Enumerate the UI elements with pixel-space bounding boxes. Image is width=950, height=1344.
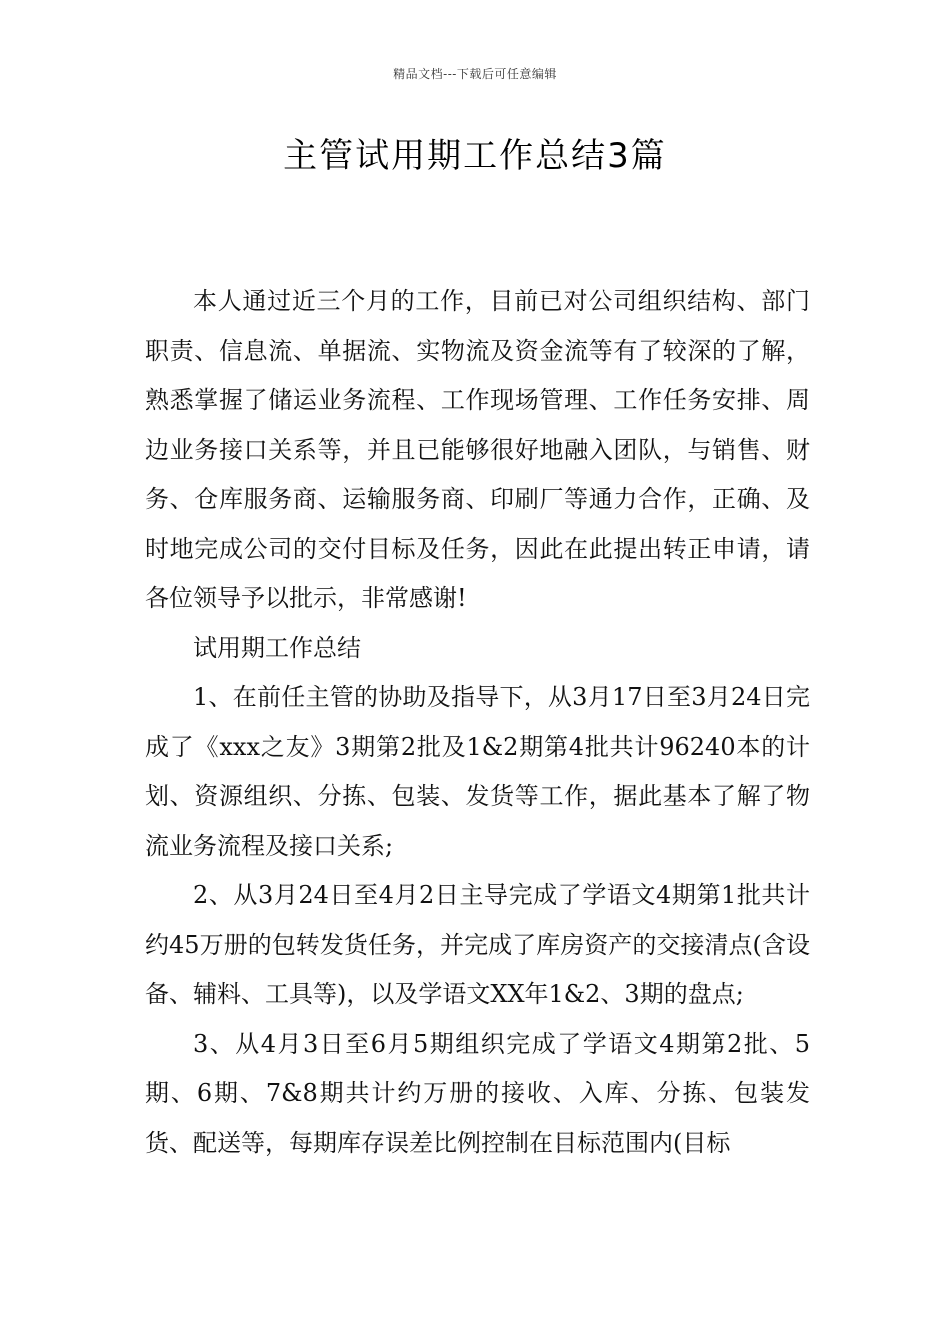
paragraph-item-3: 3、从4月3日至6月5期组织完成了学语文4期第2批、5期、6期、7&8期共计约万册的接收、入库、分拣、包装发货、配送等，每期库存误差比例控制在目标范围内(目标 (145, 1029, 810, 1157)
section-heading: 试用期工作总结 (193, 633, 361, 662)
paragraph-item-2: 2、从3月24日至4月2日主导完成了学语文4期第1批共计约45万册的包转发货任务，并完成了库房资产的交接清点(含设备、辅料、工具等)，以及学语文XX年1&2、3期的盘点; (145, 881, 810, 1008)
paragraph-intro: 本人通过近三个月的工作，目前已对公司组织结构、部门职责、信息流、单据流、实物流及资金流等有了较深的了解，熟悉掌握了储运业务流程、工作现场管理、工作任务安排、周边业务接口关系等，并且已能够很好地融入团队，与销售、财务、仓库服务商、运输服务商、印刷厂等通力合作，正确、及时地完成公司的交付目标及任务，因此在此提出转正申请，请各位领导予以批示，非常感谢! (145, 287, 810, 612)
document-body (145, 277, 810, 1168)
paragraph-item-1: 1、在前任主管的协助及指导下，从3月17日至3月24日完成了《xxx之友》3期第2批及1&2期第4批共计96240本的计划、资源组织、分拣、包装、发货等工作，据此基本了解了物流业务流程及接口关系; (145, 683, 810, 860)
header-note: 精品文档---下载后可任意编辑 (393, 67, 557, 81)
document-title: 主管试用期工作总结3篇 (283, 136, 667, 176)
